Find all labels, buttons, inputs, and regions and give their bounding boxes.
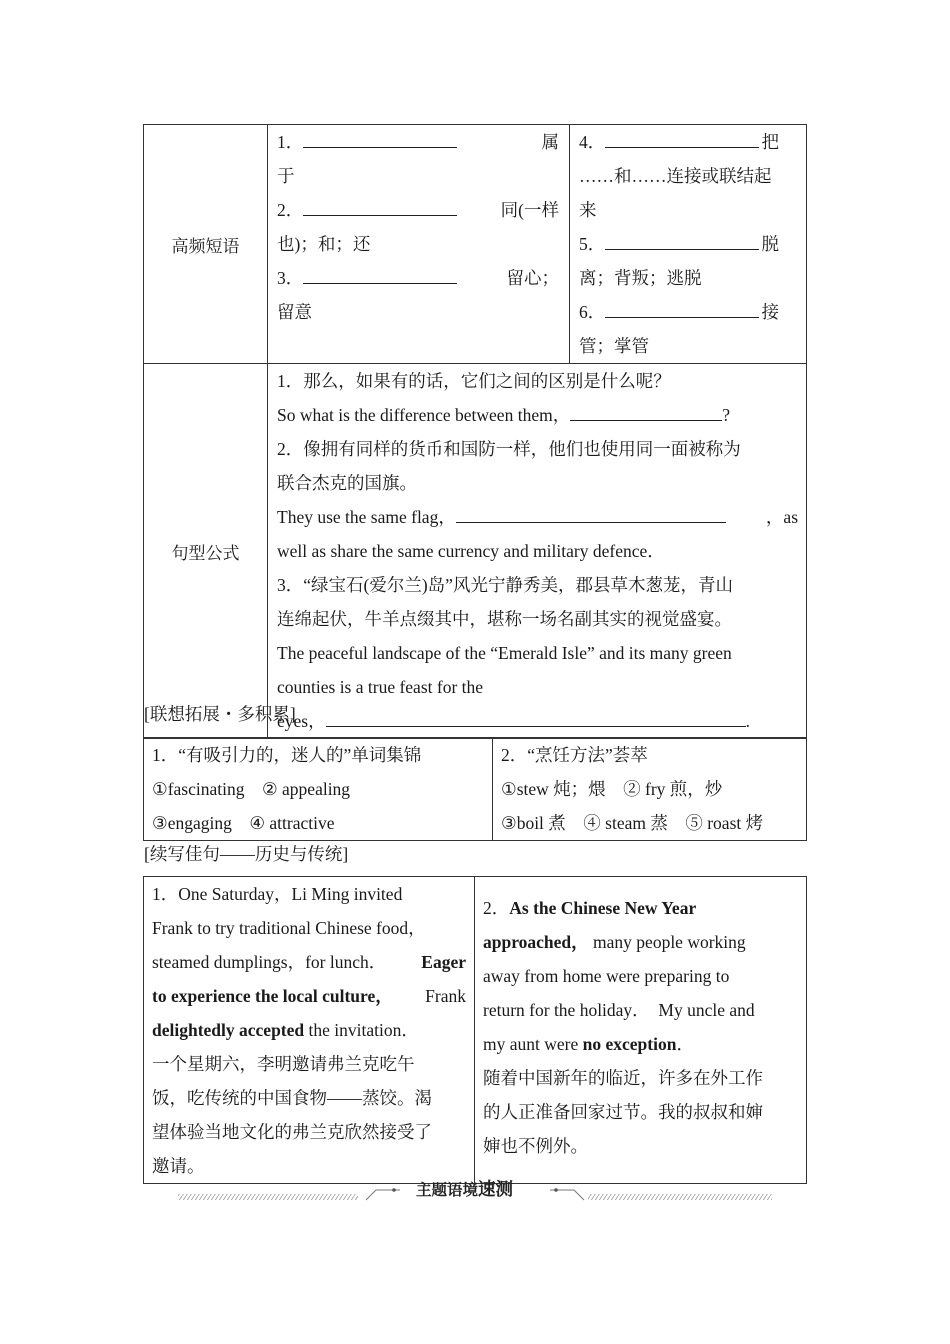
words-table — [143, 737, 807, 841]
sentence-2-cn-2: 的人正准备回家过节。我的叔叔和婶 — [483, 1102, 763, 1122]
words-left-row2: ③engaging ④ attractive — [152, 813, 335, 833]
phrase-5: 5． 脱 — [579, 227, 779, 261]
phrase-4-blank[interactable] — [605, 127, 759, 148]
section3-heading: [续写佳句——历史与传统] — [144, 844, 349, 864]
phrase-1-cont: 于 — [277, 166, 295, 186]
footer-banner-title: 主题语境速测 — [416, 1180, 514, 1200]
sentence-1-line-4: to experience the local culture， Frank — [152, 986, 466, 1006]
phrases-label-cell — [144, 125, 268, 364]
pattern-3-cn-2: 连绵起伏，牛羊点缀其中，堪称一场名副其实的视觉盛宴。 — [277, 609, 732, 629]
patterns-row — [144, 364, 807, 739]
sentence-left-cell — [144, 877, 475, 1184]
words-right-cell — [493, 738, 807, 841]
phrases-row — [144, 125, 807, 364]
phrase-3-blank[interactable] — [303, 263, 457, 284]
sentence-1-cn-4: 邀请。 — [152, 1156, 205, 1176]
pattern-1-blank[interactable] — [570, 400, 722, 421]
phrase-2: 2． 同(一样 — [277, 193, 559, 227]
sentences-table — [143, 876, 807, 1184]
words-right-title: 2．“烹饪方法”荟萃 — [501, 745, 648, 765]
words-left-title: 1．“有吸引力的，迷人的”单词集锦 — [152, 745, 422, 765]
sentence-2-line-2: approached， many people working — [483, 932, 746, 952]
sentence-1-line-2: Frank to try traditional Chinese food， — [152, 918, 426, 938]
phrase-6-cont: 管；掌管 — [579, 336, 649, 356]
pattern-3-cn-1: 3．“绿宝石(爱尔兰)岛”风光宁静秀美，郡县草木葱茏，青山 — [277, 575, 733, 595]
pattern-3-en-3: eyes， . — [277, 704, 798, 738]
phrase-5-blank[interactable] — [605, 229, 759, 250]
sentence-2-line-4: return for the holiday． My uncle and — [483, 1000, 755, 1020]
patterns-content-cell — [268, 364, 807, 739]
section2-heading: [联想拓展・多积累] — [144, 704, 296, 724]
pattern-2-en: They use the same flag， ，as — [277, 500, 798, 534]
sentence-2-line-5: my aunt were no exception． — [483, 1034, 694, 1054]
phrases-right-cell — [570, 125, 807, 364]
patterns-label: 句型公式 — [171, 543, 240, 564]
sentence-2-cn-3: 婶也不例外。 — [483, 1136, 588, 1156]
phrase-2-cont: 也)；和；还 — [277, 234, 371, 254]
words-left-cell — [144, 738, 493, 841]
pattern-2-blank[interactable] — [456, 502, 726, 523]
sentence-right-cell — [475, 877, 807, 1184]
phrase-3-cont: 留意 — [277, 302, 312, 322]
sentence-1-cn-3: 望体验当地文化的弗兰克欣然接受了 — [152, 1122, 432, 1142]
phrase-1: 1． 属 — [277, 125, 559, 159]
sentence-1-cn-2: 饭，吃传统的中国食物——蒸饺。渴 — [152, 1088, 432, 1108]
phrase-3: 3． 留心； — [277, 261, 559, 295]
patterns-label-cell — [144, 364, 268, 739]
phrase-2-blank[interactable] — [303, 195, 457, 216]
pattern-2-en-2: well as share the same currency and military defence． — [277, 541, 665, 561]
sentence-1-cn-1: 一个星期六，李明邀请弗兰克吃午 — [152, 1054, 415, 1074]
phrase-4-cont: ……和……连接或联结起来 — [579, 166, 772, 220]
pattern-2-cn-1: 2．像拥有同样的货币和国防一样，他们也使用同一面被称为 — [277, 439, 741, 459]
words-right-row1: ①stew 炖；煨 ② fry 煎，炒 — [501, 779, 723, 799]
sentence-2-cn-1: 随着中国新年的临近，许多在外工作 — [483, 1068, 763, 1088]
sentence-1-line-3: steamed dumplings，for lunch． Eager — [152, 952, 466, 972]
phrase-4: 4． 把 — [579, 125, 779, 159]
phrase-6-blank[interactable] — [605, 297, 759, 318]
sentence-1-line-1: 1．One Saturday，Li Ming invited — [152, 884, 403, 904]
footer-banner — [178, 1178, 772, 1202]
sentence-2-line-3: away from home were preparing to — [483, 966, 730, 986]
pattern-2-cn-2: 联合杰克的国旗。 — [277, 473, 417, 493]
sentence-2-line-1: 2．As the Chinese New Year — [483, 898, 697, 918]
pattern-3-en-2: counties is a true feast for the — [277, 677, 484, 697]
words-right-row2: ③boil 煮 ④ steam 蒸 ⑤ roast 烤 — [501, 813, 764, 833]
words-left-row1: ①fascinating ② appealing — [152, 779, 351, 799]
phrases-label: 高频短语 — [171, 236, 240, 257]
pattern-1-cn: 1．那么，如果有的话，它们之间的区别是什么呢？ — [277, 371, 671, 391]
pattern-3-en-1: The peaceful landscape of the “Emerald Isle” and its many green — [277, 643, 732, 663]
phrase-6: 6． 接 — [579, 295, 779, 329]
pattern-3-blank[interactable] — [326, 706, 746, 727]
pattern-1-en: So what is the difference between them， ? — [277, 398, 798, 432]
phrase-1-blank[interactable] — [303, 127, 457, 148]
phrase-5-cont: 离；背叛；逃脱 — [579, 268, 702, 288]
sentence-1-line-5: delightedly accepted the invitation． — [152, 1020, 419, 1040]
phrases-left-cell — [268, 125, 570, 364]
vocab-table — [143, 124, 807, 739]
